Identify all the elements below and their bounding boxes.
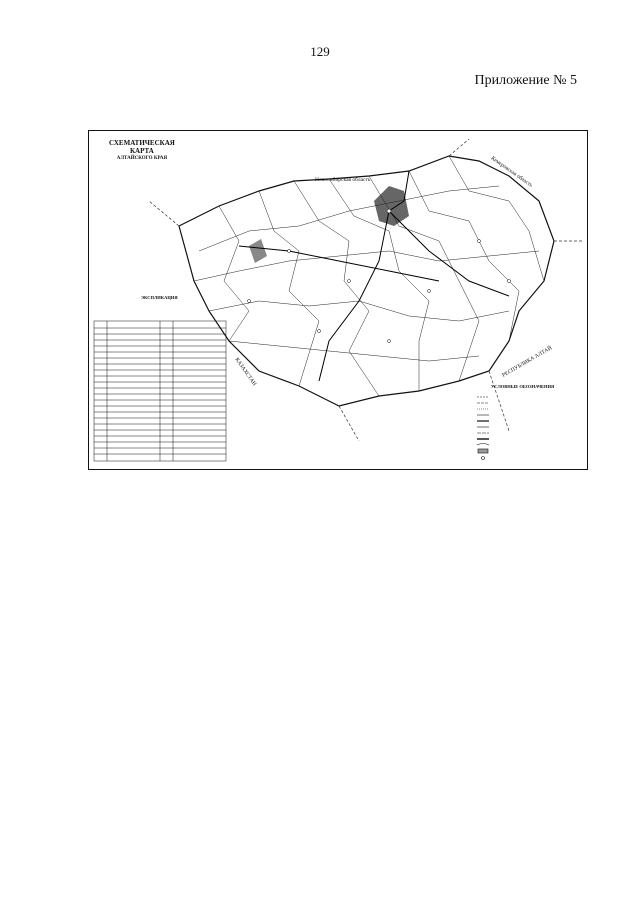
settlements bbox=[248, 209, 511, 343]
title-line-2: КАРТА bbox=[129, 147, 154, 155]
map-figure bbox=[88, 130, 588, 470]
map-title bbox=[109, 139, 175, 163]
region-label-southeast: РЕСПУБЛИКА АЛТАЙ bbox=[501, 345, 554, 379]
region-label-northeast: Кемеровская область bbox=[489, 155, 534, 189]
legend-symbols bbox=[477, 397, 489, 460]
explication-title: ЭКСПЛИКАЦИЯ bbox=[141, 295, 178, 300]
region-label-north: Новосибирская область bbox=[315, 177, 371, 183]
title-line-1: СХЕМАТИЧЕСКАЯ bbox=[109, 139, 175, 147]
region-label-southwest: КАЗАХСТАН bbox=[233, 356, 258, 388]
forest-patch-1 bbox=[374, 186, 409, 226]
page-number: 129 bbox=[310, 44, 330, 59]
forest-patch-2 bbox=[249, 239, 267, 263]
district-lines bbox=[194, 156, 544, 396]
legend-title: УСЛОВНЫЕ ОБОЗНАЧЕНИЯ bbox=[491, 384, 555, 389]
roads bbox=[239, 171, 509, 381]
appendix-title: Приложение № 5 bbox=[474, 73, 577, 88]
title-line-3: АЛТАЙСКОГО КРАЯ bbox=[116, 156, 168, 161]
explication-table bbox=[94, 321, 226, 461]
territory-boundary bbox=[179, 156, 554, 406]
